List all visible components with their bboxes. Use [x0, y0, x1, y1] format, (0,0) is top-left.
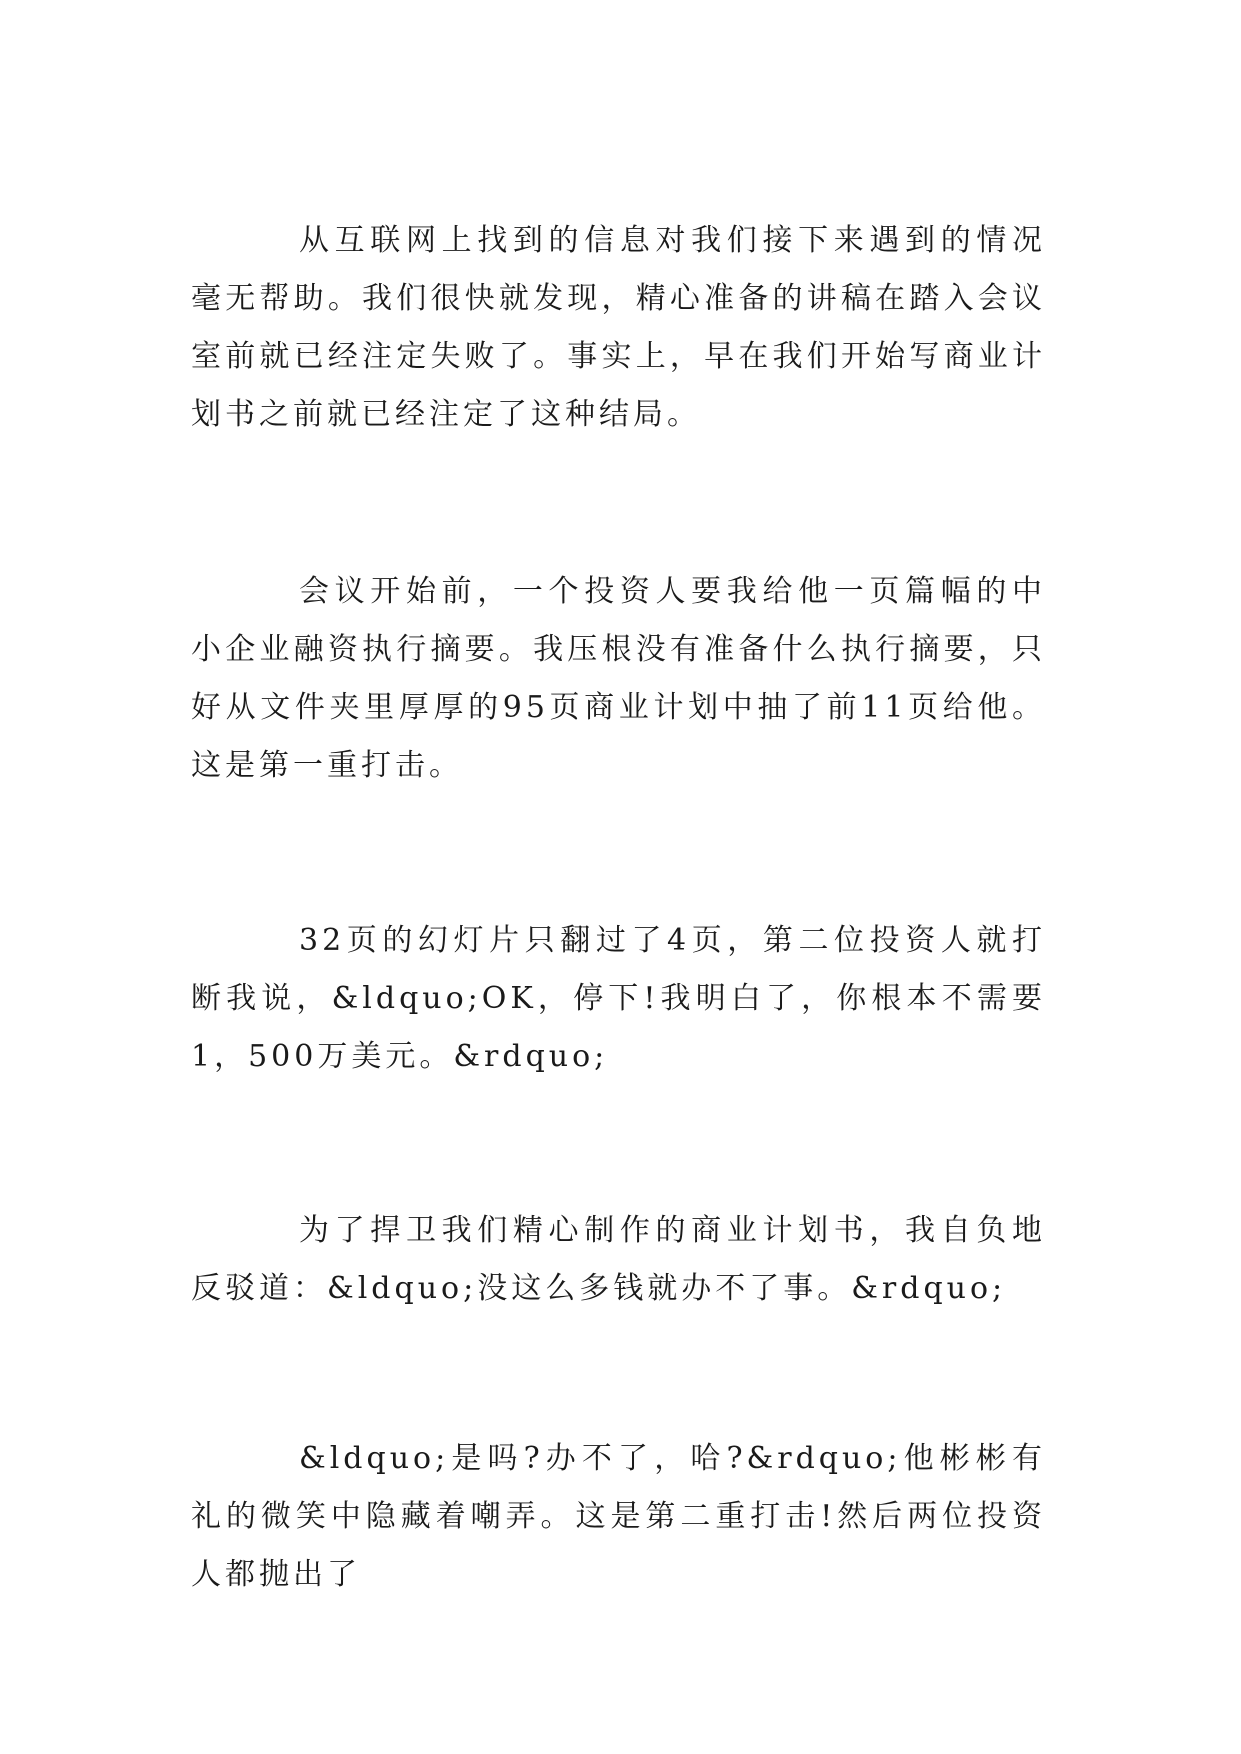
paragraph-4: 为了捍卫我们精心制作的商业计划书，我自负地反驳道：&ldquo;没这么多钱就办不了事。&rdquo;	[191, 1213, 1046, 1306]
paragraph-2: 会议开始前，一个投资人要我给他一页篇幅的中小企业融资执行摘要。我压根没有准备什么执行摘要，只好从文件夹里厚厚的95页商业计划中抽了前11页给他。这是第一重打击。	[191, 574, 1046, 783]
paragraph-1: 从互联网上找到的信息对我们接下来遇到的情况毫无帮助。我们很快就发现，精心准备的讲稿在踏入会议室前就已经注定失败了。事实上，早在我们开始写商业计划书之前就已经注定了这种结局。	[191, 223, 1046, 432]
paragraph-5: &ldquo;是吗?办不了，哈?&rdquo;他彬彬有礼的微笑中隐藏着嘲弄。这是第二重打击!然后两位投资人都抛出了	[191, 1441, 1046, 1592]
paragraph-3: 32页的幻灯片只翻过了4页，第二位投资人就打断我说，&ldquo;OK，停下!我明白了，你根本不需要1，500万美元。&rdquo;	[191, 923, 1046, 1074]
